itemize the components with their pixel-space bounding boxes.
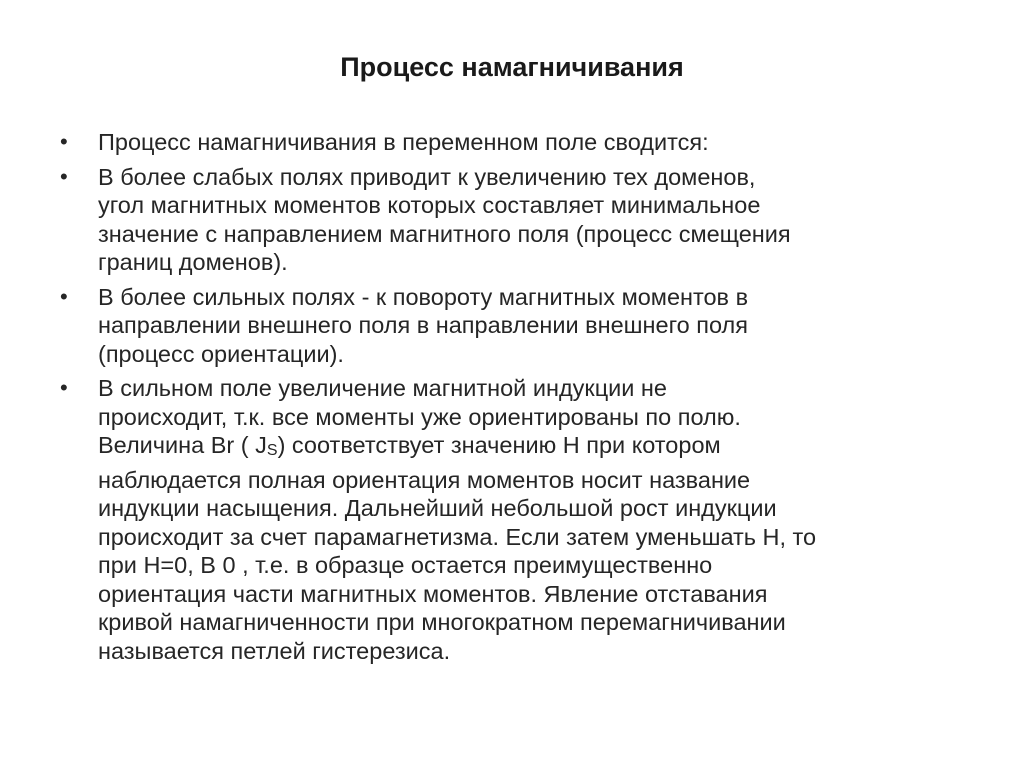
bullet-text: В более слабых полях приводит к увеличению тех доменов, угол магнитных моментов которых составляет минимальное значение с направлением магнитного поля (процесс смещения границ доменов). bbox=[98, 163, 791, 275]
bullet-icon: • bbox=[60, 129, 68, 154]
bullet-item-2 bbox=[56, 163, 986, 277]
bullet-icon: • bbox=[60, 163, 68, 189]
bullet-text: Процесс намагничивания в переменном поле сводится: bbox=[98, 129, 709, 155]
bullet-text: В сильном поле увеличение магнитной индукции не происходит, т.к. все моменты уже ориентированы по полю. Величина Br ( JS) соответствует значению Н при котором наблюдается полная ориентация моментов носит название индукции насыщения. Дальнейший небольшой рост индукции происходит за счет парамагнетизма. Если затем уменьшать Н, то при Н=0, В 0 , т.е. в образце остается преимущественно ориентация части магнитных моментов. Явление отставания кривой намагниченности при многократном перемагничивании называется петлей гистерезиса. bbox=[98, 375, 817, 664]
bullet-list bbox=[56, 128, 986, 671]
bullet-item-1 bbox=[56, 128, 986, 157]
slide-title: Процесс намагничивания bbox=[340, 52, 684, 82]
subscript-s: S bbox=[266, 442, 278, 459]
bullet-item-4 bbox=[56, 374, 986, 665]
bullet-text: В более сильных полях - к повороту магнитных моментов в направлении внешнего поля в направлении внешнего поля (процесс ориентации). bbox=[98, 283, 749, 367]
bullet-icon: • bbox=[60, 375, 68, 400]
bullet-icon: • bbox=[60, 283, 68, 309]
bullet-item-3 bbox=[56, 283, 986, 369]
